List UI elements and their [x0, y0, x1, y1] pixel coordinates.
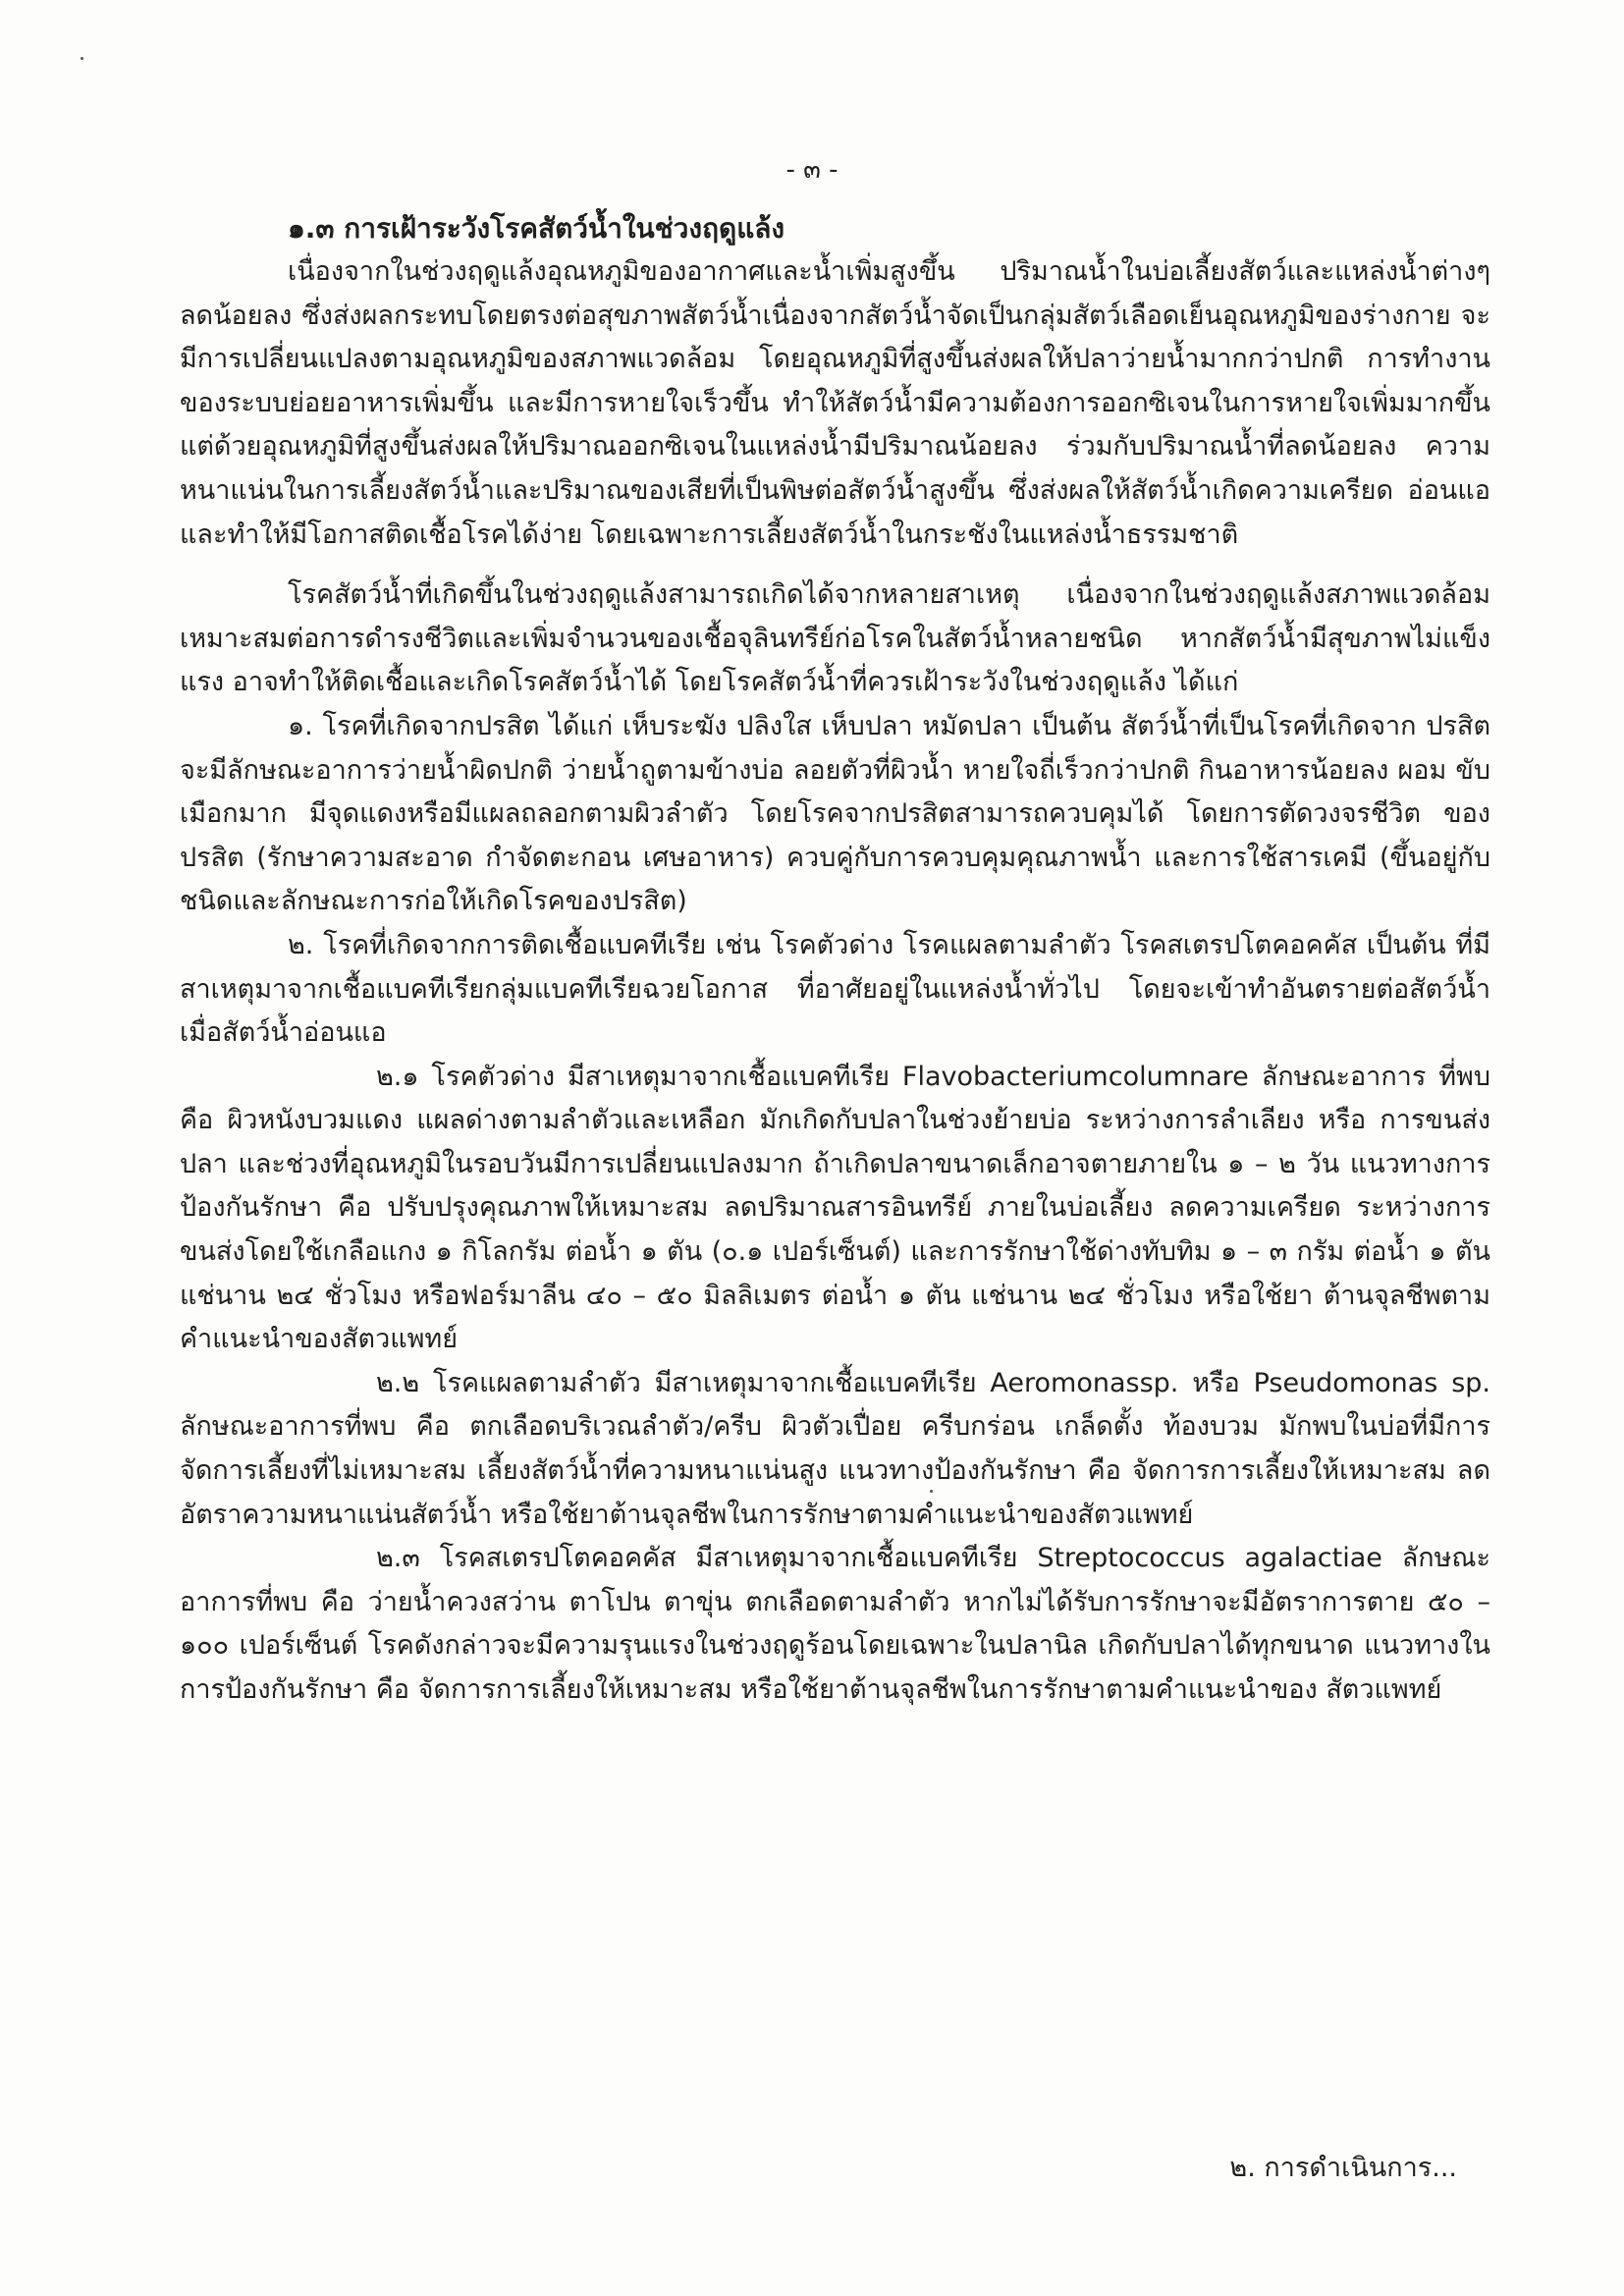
paragraph-columnaris: ๒.๑ โรคตัวด่าง มีสาเหตุมาจากเชื้อแบคทีเรีย Flavobacteriumcolumnare ลักษณะอาการ ที่พบคือ ผิวหนังบวมแดง แผลด่างตามลำตัวและเหลือก มักเกิดกับปลาในช่วงย้ายบ่อ ระหว่างการลำเลียง หรือ การขนส่งปลา และช่วงที่อุณหภูมิในรอบวันมีการเปลี่ยนแปลงมาก ถ้าเกิดปลาขนาดเล็กอาจตายภายใน ๑ – ๒ วัน แนวทางการป้องกันรักษา คือ ปรับปรุงคุณภาพให้เหมาะสม ลดปริมาณสารอินทรีย์ ภายในบ่อเลี้ยง ลดความเครียด ระหว่างการขนส่งโดยใช้เกลือแกง ๑ กิโลกรัม ต่อน้ำ ๑ ตัน (๐.๑ เปอร์เซ็นต์) และการรักษาใช้ด่างทับทิม ๑ – ๓ กรัม ต่อน้ำ ๑ ตัน แช่นาน ๒๔ ชั่วโมง หรือฟอร์มาลีน ๔๐ – ๕๐ มิลลิเมตร ต่อน้ำ ๑ ตัน แช่นาน ๒๔ ชั่วโมง หรือใช้ยา ต้านจุลชีพตามคำแนะนำของสัตวแพทย์ [180, 1061, 1490, 1355]
continuation-note: ๒. การดำเนินการ... [1229, 2153, 1457, 2183]
paragraph-disease-causes: โรคสัตว์น้ำที่เกิดขึ้นในช่วงฤดูแล้งสามารถเกิดได้จากหลายสาเหตุ เนื่องจากในช่วงฤดูแล้งสภาพแวดล้อม เหมาะสมต่อการดำรงชีวิตและเพิ่มจำนวนของเชื้อจุลินทรีย์ก่อโรคในสัตว์น้ำหลายชนิด หากสัตว์น้ำมีสุขภาพไม่แข็งแรง อาจทำให้ติดเชื้อและเกิดโรคสัตว์น้ำได้ โดยโรคสัตว์น้ำที่ควรเฝ้าระวังในช่วงฤดูแล้ง ได้แก่ [180, 579, 1490, 698]
paragraph-drought-effects: เนื่องจากในช่วงฤดูแล้งอุณหภูมิของอากาศและน้ำเพิ่มสูงขึ้น ปริมาณน้ำในบ่อเลี้ยงสัตว์และแหล่งน้ำต่างๆ ลดน้อยลง ซึ่งส่งผลกระทบโดยตรงต่อสุขภาพสัตว์น้ำเนื่องจากสัตว์น้ำจัดเป็นกลุ่มสัตว์เลือดเย็นอุณหภูมิของร่างกาย จะมีการเปลี่ยนแปลงตามอุณหภูมิของสภาพแวดล้อม โดยอุณหภูมิที่สูงขึ้นส่งผลให้ปลาว่ายน้ำมากกว่าปกติ การทำงาน ของระบบย่อยอาหารเพิ่มขึ้น และมีการหายใจเร็วขึ้น ทำให้สัตว์น้ำมีความต้องการออกซิเจนในการหายใจเพิ่มมากขึ้น แต่ด้วยอุณหภูมิที่สูงขึ้นส่งผลให้ปริมาณออกซิเจนในแหล่งน้ำมีปริมาณน้อยลง ร่วมกับปริมาณน้ำที่ลดน้อยลง ความหนาแน่นในการเลี้ยงสัตว์น้ำและปริมาณของเสียที่เป็นพิษต่อสัตว์น้ำสูงขึ้น ซึ่งส่งผลให้สัตว์น้ำเกิดความเครียด อ่อนแอ และทำให้มีโอกาสติดเชื้อโรคได้ง่าย โดยเฉพาะการเลี้ยงสัตว์น้ำในกระชังในแหล่งน้ำธรรมชาติ [180, 256, 1490, 550]
paragraph-parasite-diseases: ๑. โรคที่เกิดจากปรสิต ได้แก่ เห็บระฆัง ปลิงใส เห็บปลา หมัดปลา เป็นต้น สัตว์น้ำที่เป็นโรคที่เกิดจาก ปรสิตจะมีลักษณะอาการว่ายน้ำผิดปกติ ว่ายน้ำถูตามข้างบ่อ ลอยตัวที่ผิวน้ำ หายใจถี่เร็วกว่าปกติ กินอาหารน้อยลง ผอม ขับเมือกมาก มีจุดแดงหรือมีแผลถลอกตามผิวลำตัว โดยโรคจากปรสิตสามารถควบคุมได้ โดยการตัดวงจรชีวิต ของปรสิต (รักษาความสะอาด กำจัดตะกอน เศษอาหาร) ควบคู่กับการควบคุมคุณภาพน้ำ และการใช้สารเคมี (ขึ้นอยู่กับชนิดและลักษณะการก่อให้เกิดโรคของปรสิต) [180, 710, 1490, 917]
scan-speck [930, 1490, 933, 1493]
paragraph-bacterial-diseases: ๒. โรคที่เกิดจากการติดเชื้อแบคทีเรีย เช่น โรคตัวด่าง โรคแผลตามลำตัว โรคสเตรปโตคอคคัส เป็นต้น ที่มีสาเหตุมาจากเชื้อแบคทีเรียกลุ่มแบคทีเรียฉวยโอกาส ที่อาศัยอยู่ในแหล่งน้ำทั่วไป โดยจะเข้าทำอันตรายต่อสัตว์น้ำ เมื่อสัตว์น้ำอ่อนแอ [180, 929, 1490, 1049]
paragraph-body-ulcer: ๒.๒ โรคแผลตามลำตัว มีสาเหตุมาจากเชื้อแบคทีเรีย Aeromonassp. หรือ Pseudomonas sp. ลักษณะอาการที่พบ คือ ตกเลือดบริเวณลำตัว/ครีบ ผิวตัวเปื่อย ครีบกร่อน เกล็ดตั้ง ท้องบวม มักพบในบ่อที่มีการ จัดการเลี้ยงที่ไม่เหมาะสม เลี้ยงสัตว์น้ำที่ความหนาแน่นสูง แนวทางป้องกันรักษา คือ จัดการการเลี้ยงให้เหมาะสม ลดอัตราความหนาแน่นสัตว์น้ำ หรือใช้ยาต้านจุลชีพในการรักษาตามคำแนะนำของสัตวแพทย์ [180, 1367, 1490, 1530]
scan-speck [81, 57, 83, 60]
page-number: - ๓ - [785, 155, 839, 185]
document-body [180, 206, 1490, 1713]
section-heading: ๑.๓ การเฝ้าระวังโรคสัตว์น้ำในช่วงฤดูแล้ง [288, 212, 785, 245]
paragraph-streptococcus: ๒.๓ โรคสเตรปโตคอคคัส มีสาเหตุมาจากเชื้อแบคทีเรีย Streptococcus agalactiae ลักษณะ อาการที่พบ คือ ว่ายน้ำควงสว่าน ตาโปน ตาขุ่น ตกเลือดตามลำตัว หากไม่ได้รับการรักษาจะมีอัตราการตาย ๕๐ – ๑๐๐ เปอร์เซ็นต์ โรคดังกล่าวจะมีความรุนแรงในช่วงฤดูร้อนโดยเฉพาะในปลานิล เกิดกับปลาได้ทุกขนาด แนวทางในการป้องกันรักษา คือ จัดการการเลี้ยงให้เหมาะสม หรือใช้ยาต้านจุลชีพในการรักษาตามคำแนะนำของ สัตวแพทย์ [180, 1543, 1490, 1705]
